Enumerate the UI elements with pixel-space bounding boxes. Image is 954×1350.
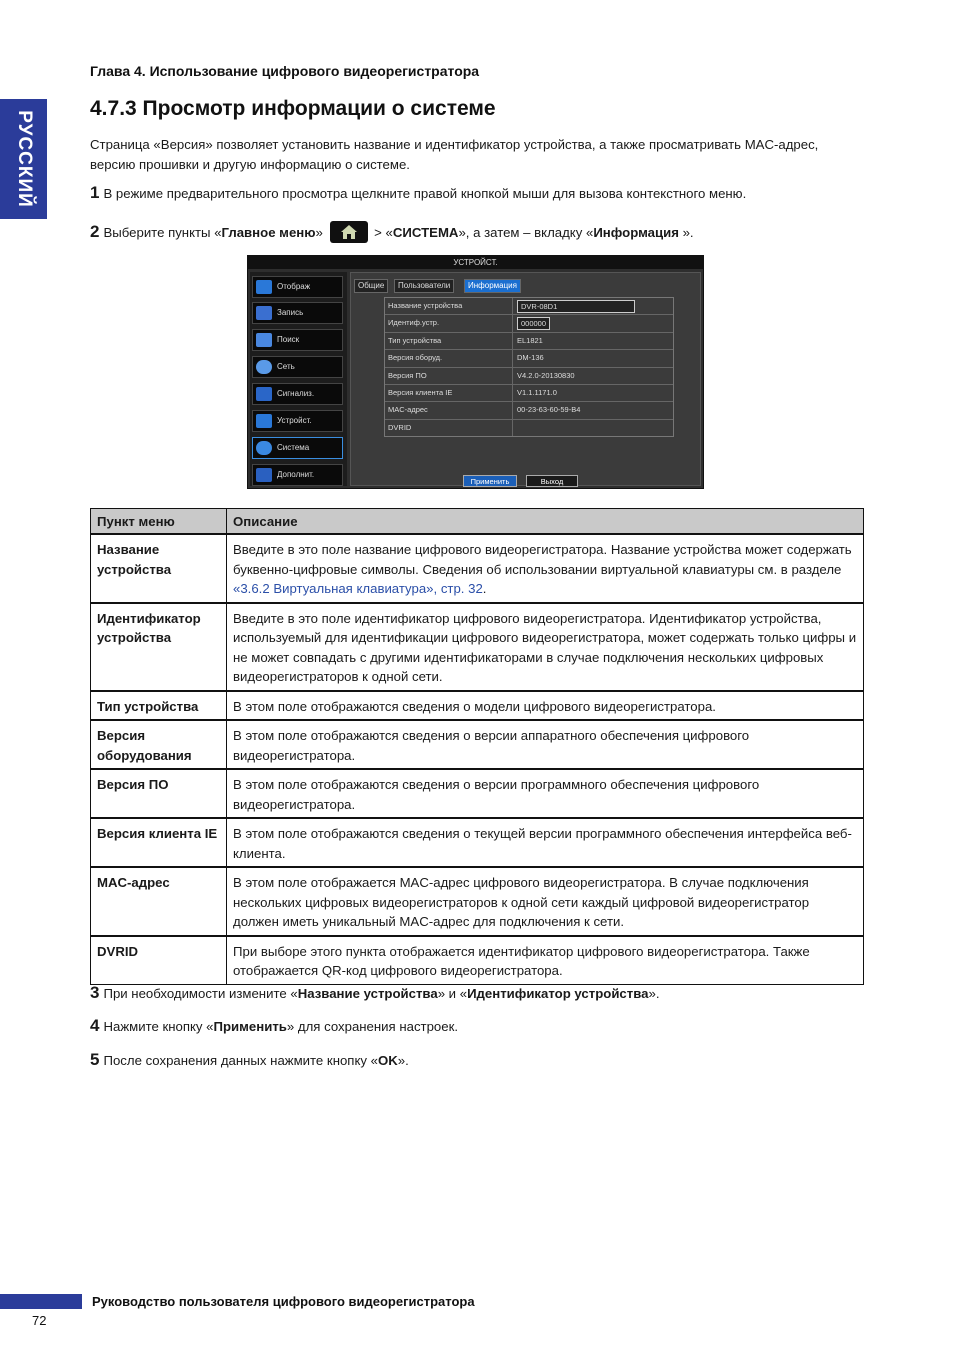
dvr-screenshot [247,255,704,489]
ok-term: OK [377,1053,398,1068]
table-cell-description: В этом поле отображаются сведения о версии аппаратного обеспечения цифрового видеорегистратора. [227,720,864,769]
table-header: Пункт меню [91,509,227,535]
step-text: Нажмите кнопку « [103,1019,214,1034]
step-text: ». [678,225,694,240]
dvr-row-value: V4.2.0-20130830 [517,370,575,380]
step-number: 4 [90,1016,100,1035]
chapter-header: Глава 4. Использование цифрового видеорегистратора [90,63,480,79]
step-text: » для сохранения настроек. [286,1019,459,1034]
footer-title: Руководство пользователя цифрового видеорегистратора [92,1294,475,1309]
table-header: Описание [227,509,864,535]
language-label: РУССКИЙ [13,110,35,208]
dvr-row [385,402,673,419]
tab-users[interactable]: Пользователи [394,279,454,293]
table-cell-description: Введите в это поле идентификатор цифрового видеорегистратора. Идентификатор устройства, используемый для идентификации цифрового видеорегистратора, может содержать только цифры и не может совпадать с другими идентификаторами в случае подключения нескольких цифровых видеорегистраторов к одной сети. [227,603,864,691]
home-button-image [330,221,368,243]
table-cell-description: Введите в это поле название цифрового видеорегистратора. Название устройства может содержать буквенно-цифровые символы. Сведения об использовании виртуальной клавиатуры см. в разделе «3.6.2 Виртуальная клавиатура», стр. 32. [227,534,864,603]
table-row [91,720,864,769]
step-text: > « [370,225,393,240]
dvr-row-value: DM-136 [517,353,544,363]
dvr-row [385,333,673,350]
dvr-row-label: Название устройства [388,298,513,314]
table-row [91,534,864,603]
table-row [91,867,864,936]
table-cell-description: В этом поле отображаются сведения о текущей версии программного обеспечения интерфейса веб-клиента. [227,818,864,867]
dvr-row-value: EL1821 [517,335,543,345]
dvr-row-label: Версия клиента IE [388,385,513,401]
description-table [90,508,864,985]
table-cell-item: Тип устройства [91,691,227,721]
tab-information[interactable]: Информация [464,279,521,293]
step-text: При необходимости измените « [103,986,298,1001]
step-text: В режиме предварительного просмотра щелкните правой кнопкой мыши для вызова контекстного меню. [103,186,747,201]
section-heading: 4.7.3 Просмотр информации о системе [90,97,496,120]
step-number: 5 [90,1050,100,1069]
step-text: » и « [437,986,468,1001]
record-icon [256,306,272,320]
table-cell-description: В этом поле отображаются сведения о версии программного обеспечения цифрового видеорегистратора. [227,769,864,818]
step-5 [90,1050,409,1071]
dvr-row [385,385,673,402]
step-text: ». [397,1053,409,1068]
footer-bar [0,1294,82,1309]
dvr-row [385,350,673,367]
step-3 [90,983,660,1004]
alarm-icon [256,387,272,401]
page-number: 72 [32,1313,47,1328]
step-4 [90,1016,458,1037]
table-row [91,603,864,691]
dvr-menu-display[interactable]: Отображ [252,276,343,298]
dvr-info-grid [384,297,674,437]
step-number: 1 [90,183,100,202]
dvr-menu-alarm[interactable]: Сигнализ. [252,383,343,405]
device-icon [256,414,272,428]
table-cell-description: В этом поле отображается MAC-адрес цифрового видеорегистратора. В случае подключения нескольких цифровых видеорегистраторов к одной сети каждый цифровой видеорегистратор должен иметь уникальный MAC-адрес для подключения к сети. [227,867,864,936]
device-id-input[interactable]: 000000 [517,317,550,330]
table-cell-item: Идентификатор устройства [91,603,227,691]
table-cell-item: MAC-адрес [91,867,227,936]
gear-icon [256,441,272,455]
table-cell-item: Версия ПО [91,769,227,818]
step-text: », а затем – вкладку « [458,225,594,240]
table-cell-description: В этом поле отображаются сведения о модели цифрового видеорегистратора. [227,691,864,721]
dvr-row-label: Тип устройства [388,333,513,349]
apply-term: Применить [213,1019,287,1034]
dvr-row-label: Идентиф.устр. [388,315,513,331]
display-icon [256,280,272,294]
network-icon [256,360,272,374]
language-tab [0,99,47,219]
system-term: СИСТЕМА [392,225,459,240]
information-term: Информация [593,225,679,240]
table-row [91,769,864,818]
dvr-menu-device[interactable]: Устройст. [252,410,343,432]
dvr-menu-advanced[interactable]: Дополнит. [252,464,343,486]
exit-button[interactable]: Выход [526,475,578,487]
table-row [91,818,864,867]
step-2 [90,222,694,245]
dvr-menu-network[interactable]: Сеть [252,356,343,378]
table-cell-description: При выборе этого пункта отображается идентификатор цифрового видеорегистратора. Также отображается QR-код цифрового видеорегистратора. [227,936,864,985]
cross-reference-link[interactable]: «3.6.2 Виртуальная клавиатура», стр. 32 [233,581,483,596]
step-text: После сохранения данных нажмите кнопку « [103,1053,378,1068]
dvr-menu-record[interactable]: Запись [252,302,343,324]
dvr-row [385,368,673,385]
table-cell-item: DVRID [91,936,227,985]
device-id-term: Идентификатор устройства [467,986,649,1001]
step-text: » [315,225,327,240]
dvr-row-label: Версия оборуд. [388,350,513,366]
tab-general[interactable]: Общие [354,279,388,293]
table-header-row [91,509,864,535]
step-text: ». [648,986,660,1001]
dvr-row-label: MAC-адрес [388,402,513,418]
dvr-title: УСТРОЙСТ. [248,256,703,269]
step-number: 2 [90,222,100,241]
step-number: 3 [90,983,100,1002]
table-row [91,691,864,721]
main-menu-term: Главное меню [221,225,316,240]
device-name-term: Название устройства [297,986,438,1001]
dvr-content-panel [350,272,701,486]
dvr-row-label: Версия ПО [388,368,513,384]
search-icon [256,333,272,347]
step-text: Выберите пункты « [103,225,222,240]
home-icon [340,224,358,240]
dvr-menu-search[interactable]: Поиск [252,329,343,351]
step-1 [90,183,746,204]
table-cell-item: Версия оборудования [91,720,227,769]
dvr-row-value: 00-23-63-60-59-B4 [517,405,581,415]
apply-button[interactable]: Применить [463,475,517,487]
dvr-row-label: DVRID [388,420,513,436]
dvr-row [385,315,673,332]
dvr-menu-panel [250,272,347,486]
table-row [91,936,864,985]
dvr-menu-system[interactable]: Система [252,437,343,459]
table-cell-item: Название устройства [91,534,227,603]
dvr-row-value: V1.1.1171.0 [517,387,557,397]
device-name-input[interactable]: DVR-08D1 [517,300,635,313]
table-cell-item: Версия клиента IE [91,818,227,867]
intro-paragraph: Страница «Версия» позволяет установить название и идентификатор устройства, а также просматривать MAC-адрес, версию прошивки и другую информацию о системе. [90,137,819,172]
tools-icon [256,468,272,482]
dvr-row [385,298,673,315]
dvr-row [385,420,673,436]
